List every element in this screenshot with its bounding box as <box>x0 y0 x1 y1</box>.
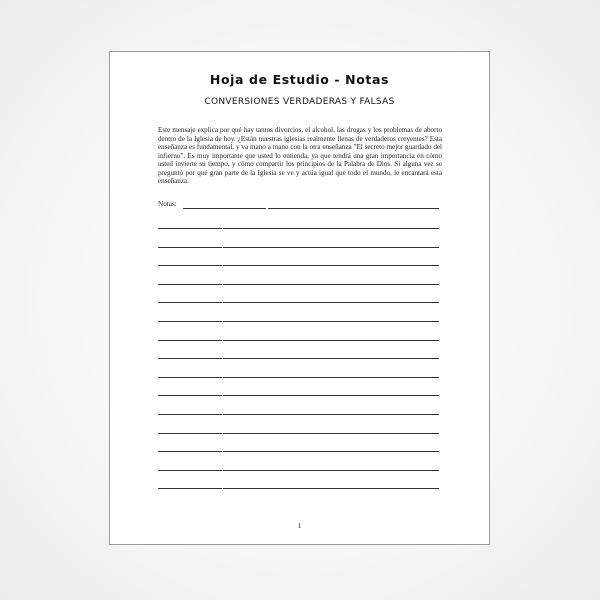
notes-line[interactable] <box>158 228 222 229</box>
document-page <box>109 51 490 545</box>
notes-line[interactable] <box>158 265 222 266</box>
notes-line[interactable] <box>223 228 439 229</box>
notes-line[interactable] <box>223 433 439 434</box>
notes-line[interactable] <box>158 247 222 248</box>
notes-line[interactable] <box>223 358 439 359</box>
notes-line[interactable] <box>158 358 222 359</box>
notes-line[interactable] <box>183 208 266 209</box>
page-number: 1 <box>297 521 302 530</box>
page-subtitle: CONVERSIONES VERDADERAS Y FALSAS <box>204 97 395 107</box>
body-paragraph: Este mensaje explica por qué hay tantos divorcios, el alcohol, las drogas y los problemas de aborto dentro de la Iglesia de hoy. ¿Están nuestras iglesias realmente llenas de verdaderos creyentes? Esta enseñanza es fundamental, y va mano a mano con la otra enseñanza "El secreto mejor guardado del infierno". Es muy importante que usted lo entienda, ya que tendrá una gran importancia en cómo usted invierte su tiempo, y cómo compartir los principios de la Palabra de Dios. Si alguna vez se preguntó por qué gran parte de la Iglesia se ve y actúa igual que todo el mundo, le encantará esta enseñanza. <box>158 126 442 185</box>
notes-line[interactable] <box>223 395 439 396</box>
notes-line[interactable] <box>223 321 439 322</box>
notes-line[interactable] <box>223 451 439 452</box>
page-title: Hoja de Estudio - Notas <box>209 72 390 87</box>
notes-line[interactable] <box>268 208 439 209</box>
notes-line[interactable] <box>223 265 439 266</box>
notes-line[interactable] <box>223 488 439 489</box>
notes-line[interactable] <box>223 470 439 471</box>
notes-line[interactable] <box>158 451 222 452</box>
notes-label: Notas: <box>158 200 177 208</box>
notes-line[interactable] <box>223 284 439 285</box>
notes-line[interactable] <box>158 284 222 285</box>
notes-line[interactable] <box>223 340 439 341</box>
notes-line[interactable] <box>158 321 222 322</box>
notes-line[interactable] <box>158 302 222 303</box>
notes-line[interactable] <box>158 488 222 489</box>
notes-line[interactable] <box>223 414 439 415</box>
notes-line[interactable] <box>158 470 222 471</box>
notes-line[interactable] <box>158 395 222 396</box>
notes-line[interactable] <box>158 340 222 341</box>
notes-line[interactable] <box>158 433 222 434</box>
notes-line[interactable] <box>223 377 439 378</box>
notes-line[interactable] <box>158 414 222 415</box>
notes-line[interactable] <box>223 302 439 303</box>
notes-line[interactable] <box>223 247 439 248</box>
notes-line[interactable] <box>158 377 222 378</box>
